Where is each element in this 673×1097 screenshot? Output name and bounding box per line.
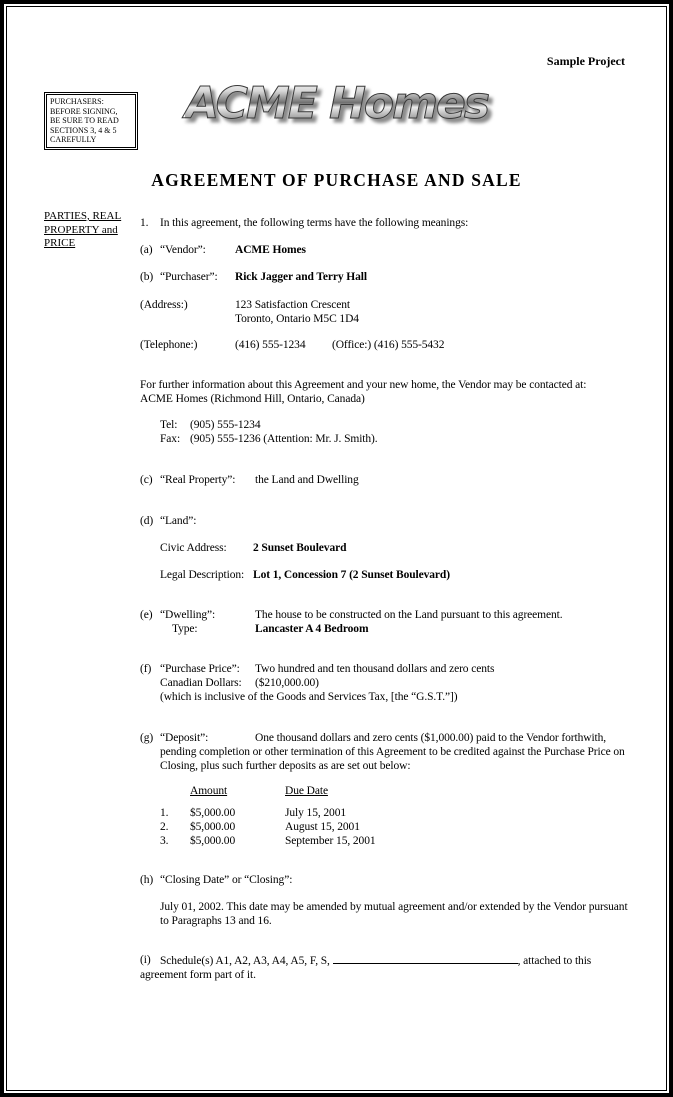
real-property-definition — [140, 473, 632, 487]
telephone-row — [140, 338, 632, 352]
telephone-value: (416) 555-1234 — [235, 339, 306, 351]
purchase-price-dollars-row — [160, 676, 632, 690]
schedules-text-before: Schedule(s) A1, A2, A3, A4, A5, F, S, — [160, 955, 330, 967]
deposit-due-date: August 15, 2001 — [285, 821, 360, 833]
amount-header-text: Amount — [190, 785, 228, 797]
vendor-marker: (a) — [140, 244, 153, 256]
dwelling-marker: (e) — [140, 609, 153, 621]
sample-project-label: Sample Project — [546, 54, 625, 68]
deposit-header-spacer — [160, 784, 190, 798]
purchase-price-term: “Purchase Price”: — [160, 663, 240, 675]
fax-value: (905) 555-1236 (Attention: Mr. J. Smith). — [190, 433, 378, 445]
contact-info-paragraph — [140, 378, 632, 406]
deposit-row-number: 1. — [160, 807, 169, 819]
deposit-definition — [140, 731, 632, 773]
closing-date-marker: (h) — [140, 874, 154, 886]
intro-text: In this agreement, the following terms have the following meanings: — [160, 217, 469, 229]
purchaser-marker: (b) — [140, 271, 154, 283]
deposit-table-row — [160, 820, 632, 834]
deposit-table-row — [160, 806, 632, 820]
dwelling-type-label: Type: — [172, 623, 198, 635]
closing-date-paragraph: July 01, 2002. This date may be amended by mutual agreement and/or extended by the Vendor pursuant to Paragraphs 13 and 16. — [160, 901, 628, 927]
real-property-value: the Land and Dwelling — [255, 474, 359, 486]
canadian-dollars-value: ($210,000.00) — [255, 677, 319, 689]
tel-value: (905) 555-1234 — [190, 419, 261, 431]
purchaser-definition — [140, 270, 632, 284]
deposit-schedule-table — [160, 784, 632, 848]
amount-column-header — [190, 784, 285, 798]
contact-info-line2: ACME Homes (Richmond Hill, Ontario, Canada) — [140, 393, 365, 405]
vendor-fax-row — [160, 432, 632, 446]
legal-description-label: Legal Description: — [160, 569, 245, 581]
address-line2: Toronto, Ontario M5C 1D4 — [235, 313, 359, 325]
margin-label-line: PARTIES, REAL — [44, 210, 122, 222]
vendor-phone-block — [160, 418, 632, 446]
civic-address-value: 2 Sunset Boulevard — [253, 542, 347, 554]
dwelling-type-row — [172, 622, 632, 636]
canadian-dollars-label: Canadian Dollars: — [160, 677, 242, 689]
address-value — [235, 298, 359, 326]
deposit-term: “Deposit”: — [160, 732, 209, 744]
purchase-price-row — [140, 662, 632, 676]
fax-label: Fax: — [160, 433, 181, 445]
deposit-table-row — [160, 834, 632, 848]
deposit-row-number: 2. — [160, 821, 169, 833]
contact-info-line1: For further information about this Agreement and your new home, the Vendor may be contacted at: — [140, 379, 587, 391]
land-definition — [140, 514, 632, 528]
warning-line: SECTIONS 3, 4 & 5 — [50, 125, 117, 135]
deposit-table-header — [160, 784, 632, 798]
vendor-term: “Vendor”: — [160, 244, 206, 256]
dwelling-row — [140, 608, 632, 622]
due-date-column-header — [285, 784, 632, 798]
schedules-clause — [140, 953, 632, 982]
telephone-label: (Telephone:) — [140, 339, 198, 351]
office-telephone-value: (Office:) (416) 555-5432 — [332, 339, 445, 351]
margin-label-line: PROPERTY and — [44, 223, 118, 236]
purchase-price-marker: (f) — [140, 663, 152, 675]
margin-section-label — [44, 210, 144, 251]
deposit-text: One thousand dollars and zero cents ($1,000.00) paid to the Vendor forthwith, pending completion or other termination of this Agreement to be credited against the Purchase Price on Closing, plus such further deposits as are set out below: — [160, 732, 625, 772]
legal-description-row — [160, 568, 632, 582]
land-marker: (d) — [140, 515, 154, 527]
vendor-value: ACME Homes — [235, 244, 306, 256]
address-line1: 123 Satisfaction Crescent — [235, 299, 351, 311]
land-term: “Land”: — [160, 515, 197, 527]
vendor-tel-row — [160, 418, 632, 432]
schedules-text-after: , attached to this agreement form part of it. — [140, 955, 592, 981]
margin-label-line: PRICE — [44, 237, 76, 249]
deposit-due-date: September 15, 2001 — [285, 835, 376, 847]
purchase-price-words: Two hundred and ten thousand dollars and zero cents — [255, 663, 495, 675]
civic-address-label: Civic Address: — [160, 542, 227, 554]
intro-clause — [140, 216, 632, 230]
closing-date-definition — [140, 873, 632, 887]
dwelling-type-value: Lancaster A 4 Bedroom — [255, 623, 369, 635]
address-row — [140, 298, 632, 326]
warning-line: CAREFULLY — [50, 135, 97, 144]
dwelling-definition — [140, 608, 632, 636]
purchase-price-definition — [140, 662, 632, 704]
schedule-blank-line — [333, 953, 518, 964]
acme-homes-logo — [4, 78, 669, 130]
schedules-marker: (i) — [140, 954, 151, 966]
closing-date-term: “Closing Date” or “Closing”: — [160, 874, 293, 886]
deposit-amount: $5,000.00 — [190, 807, 236, 819]
clause-number: 1. — [140, 217, 149, 229]
deposit-marker: (g) — [140, 732, 154, 744]
civic-address-row — [160, 541, 632, 555]
warning-line: PURCHASERS: — [50, 97, 104, 106]
dwelling-term: “Dwelling”: — [160, 609, 216, 621]
deposit-due-date: July 15, 2001 — [285, 807, 346, 819]
purchaser-term: “Purchaser”: — [160, 271, 218, 283]
warning-line: BEFORE SIGNING, — [50, 106, 118, 116]
real-property-term: “Real Property”: — [160, 474, 236, 486]
due-date-header-text: Due Date — [285, 785, 328, 797]
deposit-amount: $5,000.00 — [190, 821, 236, 833]
tel-label: Tel: — [160, 419, 178, 431]
address-label: (Address:) — [140, 299, 188, 311]
real-property-marker: (c) — [140, 474, 153, 486]
purchaser-value: Rick Jagger and Terry Hall — [235, 271, 367, 283]
document-body — [140, 216, 632, 982]
page-title: AGREEMENT OF PURCHASE AND SALE — [151, 170, 522, 190]
legal-description-value: Lot 1, Concession 7 (2 Sunset Boulevard) — [253, 569, 450, 581]
dwelling-value: The house to be constructed on the Land pursuant to this agreement. — [255, 609, 563, 621]
deposit-row-number: 3. — [160, 835, 169, 847]
deposit-amount: $5,000.00 — [190, 835, 236, 847]
logo-wordmark: ACME Homes — [184, 78, 489, 129]
warning-line: BE SURE TO READ — [50, 116, 119, 125]
gst-note: (which is inclusive of the Goods and Services Tax, [the “G.S.T.”]) — [160, 691, 458, 703]
vendor-definition — [140, 243, 632, 257]
